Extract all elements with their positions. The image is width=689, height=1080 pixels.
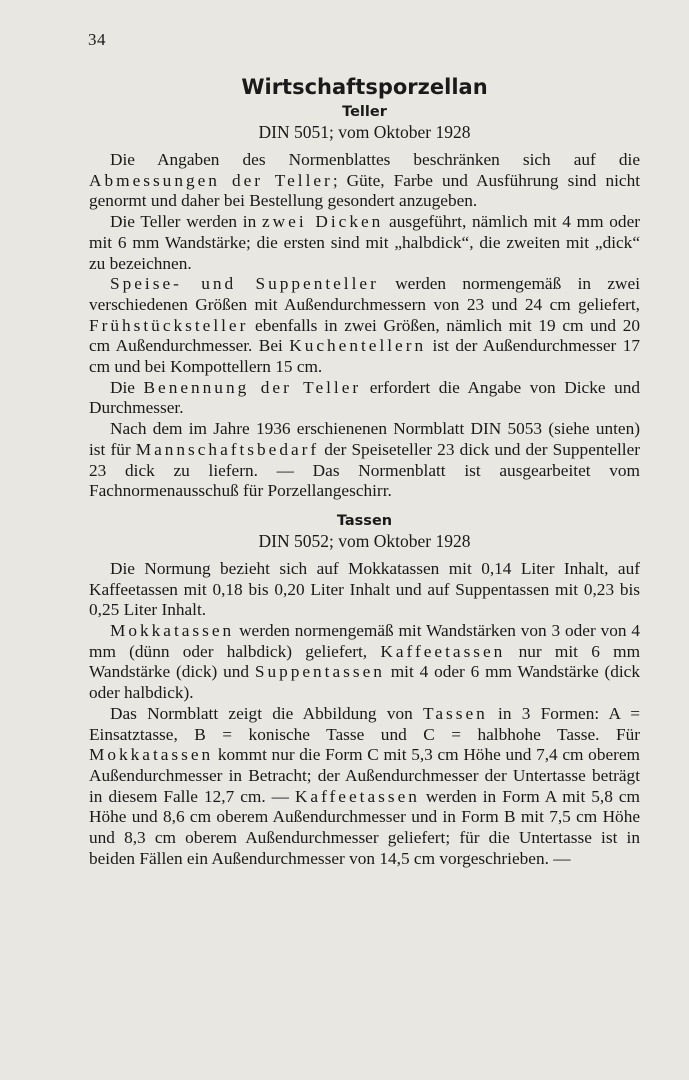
page-number: 34 (88, 30, 106, 49)
paragraph-teller-4: Die Benennung der Teller erfordert die Angabe von Dicke und Durchmesser. (89, 377, 640, 418)
din-reference-teller: DIN 5051; vom Oktober 1928 (258, 122, 471, 142)
paragraph-tassen-3: Das Normblatt zeigt die Abbildung von Tassen in 3 Formen: A = Einsatztasse, B = konische Tasse und C = halbhohe Tasse. Für Mokkatassen kommt nur die Form C mit 5,3 cm Höhe und 7,4 cm oberem Außendurchmesser in Betracht; der Außendurchmesser der Untertasse beträgt in diesem Falle 12,7 cm. — Kaffeetassen werden in Form A mit 5,8 cm Höhe und 8,6 cm oberem Außendurchmesser und in Form B mit 7,5 cm Höhe und 8,3 cm oberem Außendurchmesser geliefert; für die Untertasse ist in beiden Fällen ein Außendurchmesser von 14,5 cm vorgeschrieben. — (89, 703, 640, 868)
paragraph-teller-1: Die Angaben des Normenblattes beschränken sich auf die Abmessungen der Teller; Güte, Farbe und Ausführung sind nicht genormt und daher bei Bestellung gesondert anzugeben. (89, 150, 641, 211)
din-reference-tassen: DIN 5052; vom Oktober 1928 (258, 530, 471, 551)
paragraph-teller-2: Die Teller werden in zwei Dicken ausgeführt, nämlich mit 4 mm oder mit 6 mm Wandstärke; die ersten sind mit „halbdick“, die zweiten mit „dick“ zu bezeichnen. (89, 212, 640, 273)
section-heading-tassen: Tassen (336, 512, 393, 529)
paragraph-tassen-2: Mokkatassen werden normengemäß mit Wandstärken von 3 oder von 4 mm (dünn oder halbdick) geliefert, Kaffeetassen nur mit 6 mm Wandstärke (dick) und Suppentassen mit 4 oder 6 mm Wandstärke (dick oder halbdick). (89, 621, 641, 703)
page-title: Wirtschaftsporzellan (241, 75, 488, 99)
paragraph-teller-3: Speise- und Suppenteller werden normengemäß in zwei verschiedenen Größen mit Außendurchmessern von 23 und 24 cm geliefert, Frühstücksteller ebenfalls in zwei Größen, nämlich mit 19 cm und 20 cm Außendurchmesser. Bei Kuchentellern ist der Außendurchmesser 17 cm und bei Kompottellern 15 cm. (89, 274, 641, 377)
paragraph-teller-5: Nach dem im Jahre 1936 erschienenen Normblatt DIN 5053 (siehe unten) ist für Mannschaftsbedarf der Speiseteller 23 dick und der Suppenteller 23 dick zu liefern. — Das Normenblatt ist ausgearbeitet vom Fachnormenausschuß für Porzellangeschirr. (89, 419, 641, 501)
section-heading-teller: Teller (342, 104, 387, 120)
paragraph-tassen-1: Die Normung bezieht sich auf Mokkatassen mit 0,14 Liter Inhalt, auf Kaffeetassen mit 0,18 bis 0,20 Liter Inhalt und auf Suppentassen mit 0,23 bis 0,25 Liter Inhalt. (89, 558, 640, 620)
